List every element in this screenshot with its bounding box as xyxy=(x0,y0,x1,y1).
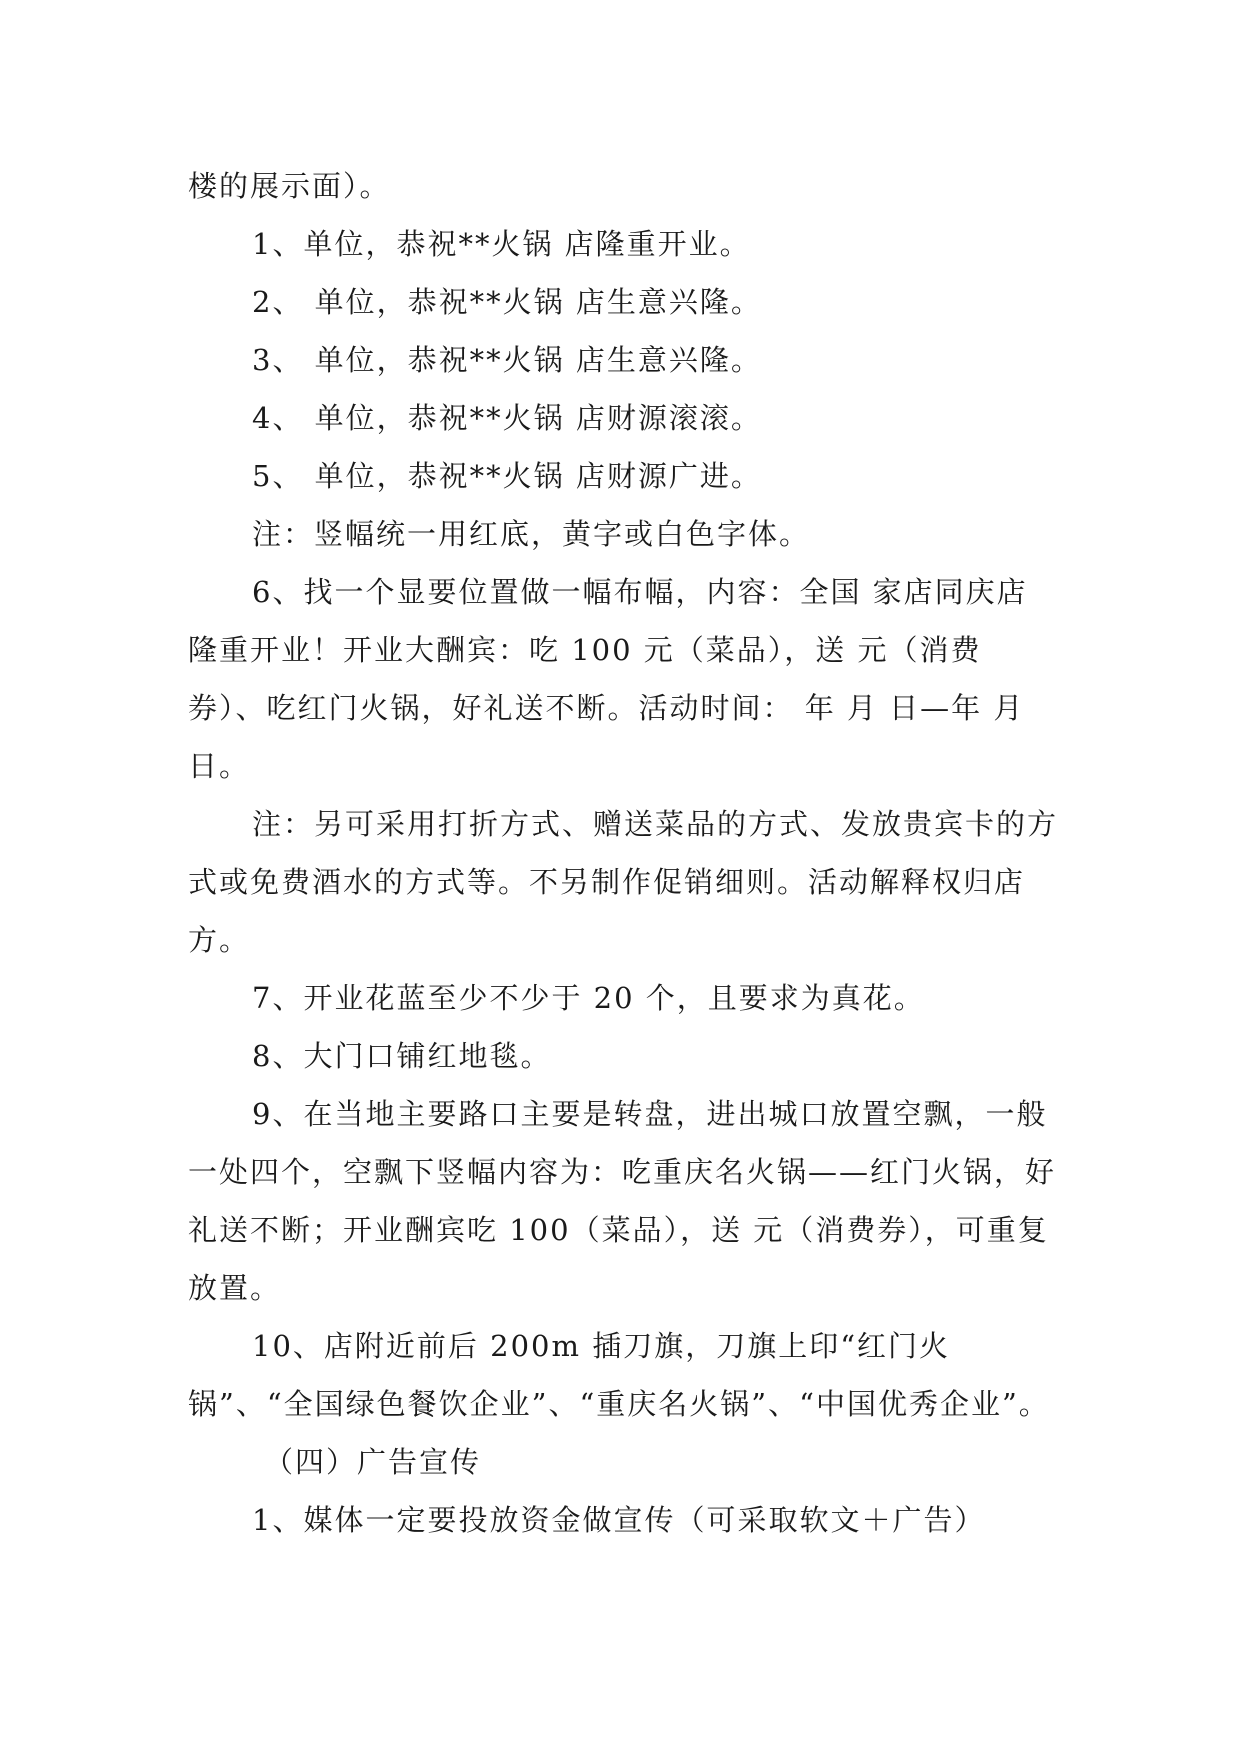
item-8-red-carpet: 8、大门口铺红地毯。 xyxy=(252,1039,552,1073)
banner-item-1: 1、单位，恭祝**火锅 店隆重开业。 xyxy=(252,227,751,261)
section-heading-advertising: （四）广告宣传 xyxy=(264,1445,482,1479)
banner-item-5: 5、 单位，恭祝**火锅 店财源广进。 xyxy=(252,459,762,493)
banner-item-2: 2、 单位，恭祝**火锅 店生意兴隆。 xyxy=(252,285,762,319)
banner-item-3: 3、 单位，恭祝**火锅 店生意兴隆。 xyxy=(252,343,762,377)
document-page xyxy=(188,157,1058,1549)
item-10-flags: 10、店附近前后 200m 插刀旗，刀旗上印“红门火锅”、“全国绿色餐饮企业”、“重庆名火锅”、“中国优秀企业”。 xyxy=(188,1329,1050,1421)
paragraph-continuation: 楼的展示面）。 xyxy=(188,169,391,203)
item-6-cloth-banner: 6、找一个显要位置做一幅布幅，内容：全国 家店同庆店隆重开业！开业大酬宾：吃 100 元（菜品），送 元（消费券）、吃红门火锅，好礼送不断。活动时间： 年 月 日—年 月 日。 xyxy=(188,575,1036,783)
item-7-flower-baskets: 7、开业花蓝至少不少于 20 个，且要求为真花。 xyxy=(252,981,925,1015)
banner-item-4: 4、 单位，恭祝**火锅 店财源滚滚。 xyxy=(252,401,762,435)
note-banner-color: 注：竖幅统一用红底，黄字或白色字体。 xyxy=(252,517,811,551)
note-promotion: 注：另可采用打折方式、赠送菜品的方式、发放贵宾卡的方式或免费酒水的方式等。不另制作促销细则。活动解释权归店方。 xyxy=(188,807,1059,957)
advertising-item-1: 1、媒体一定要投放资金做宣传（可采取软文＋广告） xyxy=(252,1503,986,1537)
item-9-balloons: 9、在当地主要路口主要是转盘，进出城口放置空飘，一般一处四个，空飘下竖幅内容为：吃重庆名火锅——红门火锅，好礼送不断；开业酬宾吃 100（菜品），送 元（消费券），可重复放置。 xyxy=(188,1097,1057,1305)
